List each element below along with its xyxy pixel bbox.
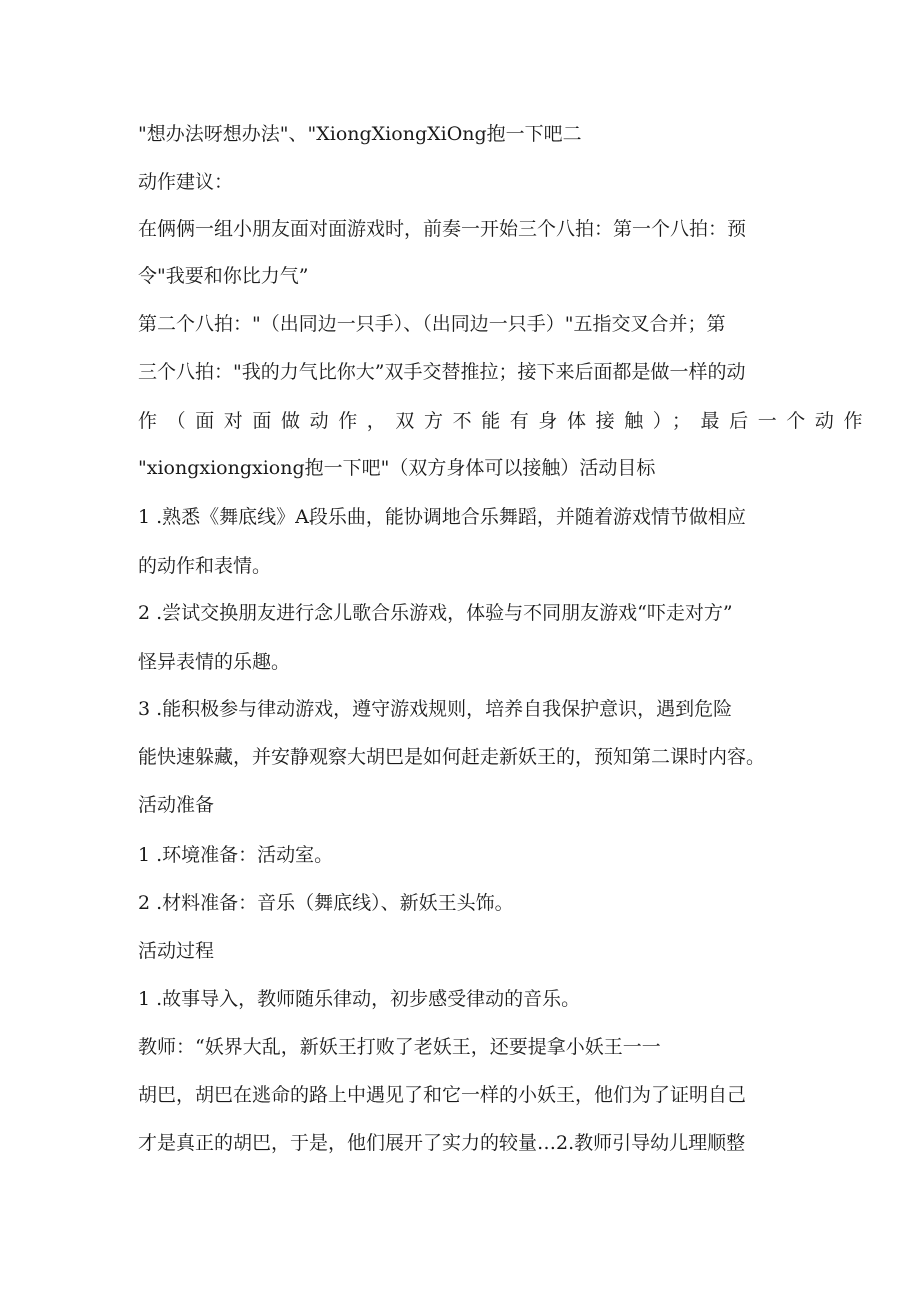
text-line: 第二个八拍："（出同边一只手）、（出同边一只手）"五指交叉合并；第 <box>138 313 726 335</box>
text-line: 胡巴，胡巴在逃命的路上中遇见了和它一样的小妖王，他们为了证明自己 <box>138 1084 747 1106</box>
text-line: 作（面对面做动作，双方不能有身体接触）；最后一个动作 <box>138 410 873 432</box>
text-line: 动作建议： <box>138 171 234 193</box>
text-line: 2 .尝试交换朋友进行念儿歌合乐游戏，体验与不同朋友游戏“吓走对方” <box>138 602 733 624</box>
text-line: 在俩俩一组小朋友面对面游戏时，前奏一开始三个八拍：第一个八拍：预 <box>138 218 747 240</box>
text-line: 3 .能积极参与律动游戏，遵守游戏规则，培养自我保护意识，遇到危险 <box>138 698 733 720</box>
text-line: 的动作和表情。 <box>138 555 272 577</box>
text-line: 才是真正的胡巴，于是，他们展开了实力的较量…2.教师引导幼儿理顺整 <box>138 1132 746 1154</box>
text-line: 三个八拍："我的力气比你大”双手交替推拉；接下来后面都是做一样的动 <box>138 361 746 383</box>
text-line: 教师：“妖界大乱，新妖王打败了老妖王，还要提拿小妖王一一 <box>138 1036 661 1058</box>
text-line: "想办法呀想办法"、"XiongXiongXiOng抱一下吧二 <box>138 123 582 145</box>
text-line: 1 .熟悉《舞底线》A段乐曲，能协调地合乐舞蹈，并随着游戏情节做相应 <box>138 506 746 528</box>
text-line: 1 .环境准备：活动室。 <box>138 844 334 866</box>
text-line: "xiongxiongxiong抱一下吧"（双方身体可以接触）活动目标 <box>138 457 656 479</box>
text-line: 能快速躲藏，并安静观察大胡巴是如何赶走新妖王的，预知第二课时内容。 <box>138 746 766 768</box>
section-heading: 活动过程 <box>138 940 215 962</box>
text-line: 2 .材料准备：音乐（舞底线）、新妖王头饰。 <box>138 892 514 914</box>
section-heading: 活动准备 <box>138 794 215 816</box>
text-line: 怪异表情的乐趣。 <box>138 651 291 673</box>
text-line: 1 .故事导入，教师随乐律动，初步感受律动的音乐。 <box>138 988 581 1010</box>
text-line: 令"我要和你比力气” <box>138 265 309 287</box>
